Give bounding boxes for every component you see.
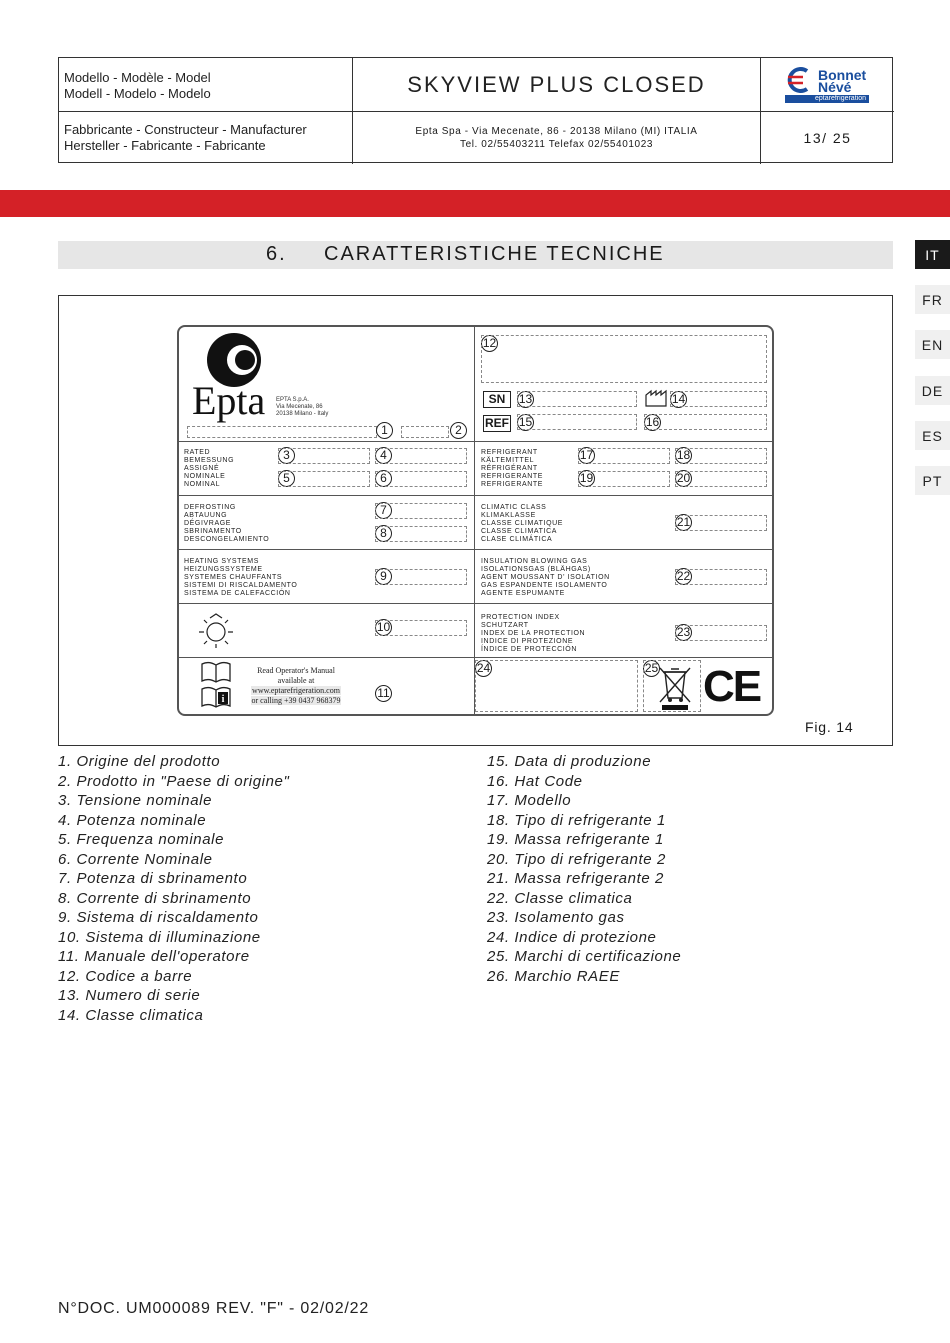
marker-9: 9 xyxy=(375,568,392,585)
marker-4: 4 xyxy=(375,447,392,464)
epta-address xyxy=(276,397,328,418)
manual-notice xyxy=(241,666,351,706)
manufacturer-label-cell xyxy=(59,112,353,164)
list-item: 14. Classe climatica xyxy=(58,1006,204,1024)
manual-line-2: available at xyxy=(277,676,315,685)
list-item: 22. Classe climatica xyxy=(487,889,633,907)
model-label-cell xyxy=(59,58,353,112)
list-item: 4. Potenza nominale xyxy=(58,811,207,829)
heating-label: SYSTEMES CHAUFFANTS xyxy=(184,574,283,581)
list-item: 24. Indice di protezione xyxy=(487,928,657,946)
page-number-cell xyxy=(761,112,894,164)
insulation-label: AGENTE ESPUMANTE xyxy=(481,590,565,597)
list-item: 9. Sistema di riscaldamento xyxy=(58,909,259,926)
defrost-labels xyxy=(184,504,269,544)
rated-labels xyxy=(184,449,234,489)
plate-divider xyxy=(179,657,772,658)
document-footer: N°DOC. UM000089 REV. "F" - 02/02/22 xyxy=(58,1300,370,1317)
marker-22: 22 xyxy=(676,569,691,583)
origin-field xyxy=(187,426,377,438)
ref-tag: REF xyxy=(485,416,509,430)
climatic-label: CLASSE CLIMATIQUE xyxy=(481,520,564,527)
country-field xyxy=(401,426,449,438)
list-item: 6. Corrente Nominale xyxy=(58,850,213,868)
refrigerant-mass-2-field xyxy=(675,471,767,487)
heating-label: SISTEMI DI RISCALDAMENTO xyxy=(184,582,298,589)
climatic-labels xyxy=(481,504,563,544)
protection-index-field xyxy=(675,625,767,641)
ce-mark: CE xyxy=(703,662,761,711)
marker-10: 10 xyxy=(376,620,391,634)
insulation-label: GAS ESPANDENTE ISOLAMENTO xyxy=(481,582,608,589)
heating-label: HEATING SYSTEMS xyxy=(184,558,259,565)
production-date-field xyxy=(670,391,767,407)
lang-tab-it[interactable]: IT xyxy=(915,240,950,269)
refrigerant-label: REFRIGERANT xyxy=(481,449,538,456)
rated-label: RATED xyxy=(184,449,211,456)
list-item: 26. Marchio RAEE xyxy=(487,967,620,985)
refrigerant-label: REFRIGERANTE xyxy=(481,473,544,480)
rated-label: BEMESSUNG xyxy=(184,457,235,464)
epta-address-line: EPTA S.p.A. xyxy=(276,397,309,403)
protection-label: INDICE DI PROTEZIONE xyxy=(481,638,574,645)
light-bulb-icon xyxy=(197,611,235,649)
marker-1: 1 xyxy=(376,422,393,439)
logo-line-1: Bonnet xyxy=(818,67,867,83)
protection-labels xyxy=(481,614,585,654)
marker-3: 3 xyxy=(278,447,295,464)
heating-labels xyxy=(184,558,297,598)
marker-6: 6 xyxy=(375,470,392,487)
marker-25: 25 xyxy=(644,661,659,675)
refrigerant-label: KÄLTEMITTEL xyxy=(481,457,535,464)
lang-tab-de[interactable]: DE xyxy=(915,376,950,405)
section-title: CARATTERISTICHE TECNICHE xyxy=(324,243,665,265)
logo-tagline: eptarefrigeration xyxy=(785,95,869,103)
ref-field xyxy=(517,414,637,430)
insulation-label: INSULATION BLOWING GAS xyxy=(481,558,588,565)
climatic-label: KLIMAKLASSE xyxy=(481,512,536,519)
marker-23: 23 xyxy=(676,625,691,639)
epta-address-line: 20138 Milano - Italy xyxy=(276,411,329,417)
lang-tab-fr[interactable]: FR xyxy=(915,285,950,314)
marker-24: 24 xyxy=(476,661,491,675)
marker-11: 11 xyxy=(375,685,392,702)
svg-text:i: i xyxy=(221,694,225,705)
voltage-field xyxy=(278,448,370,464)
list-item: 13. Numero di serie xyxy=(58,987,201,1004)
heating-system-field xyxy=(375,569,467,585)
marker-13: 13 xyxy=(518,392,533,406)
document-header xyxy=(58,57,893,163)
marker-7: 7 xyxy=(375,502,392,519)
defrost-label: DEFROSTING xyxy=(184,504,236,511)
serial-field xyxy=(517,391,637,407)
marker-14: 14 xyxy=(671,392,686,406)
info-book-icon xyxy=(201,686,231,708)
plate-center-divider xyxy=(474,327,475,714)
frequency-field xyxy=(278,471,370,487)
marker-19: 19 xyxy=(579,471,594,485)
barcode-field xyxy=(481,335,767,383)
logo-line-2: Névé xyxy=(818,79,852,95)
bonnet-neve-logo xyxy=(785,66,871,106)
factory-icon xyxy=(645,389,667,407)
refrigerant-label: REFRIGERANTE xyxy=(481,481,544,488)
legend-right xyxy=(487,752,681,986)
marker-20: 20 xyxy=(676,471,691,485)
list-item: 17. Modello xyxy=(487,792,572,809)
model-name: SKYVIEW PLUS CLOSED xyxy=(407,71,706,97)
model-label-line-2: Modell - Modelo - Modelo xyxy=(64,86,211,101)
list-item: 7. Potenza di sbrinamento xyxy=(58,870,248,887)
list-item: 12. Codice a barre xyxy=(58,967,193,985)
list-item: 2. Prodotto in "Paese di origine" xyxy=(58,772,290,790)
manufacturer-phone: Tel. 02/55403211 Telefax 02/55401023 xyxy=(459,139,654,150)
refrigerant-mass-1-field xyxy=(675,448,767,464)
rating-plate xyxy=(177,325,774,716)
marker-18: 18 xyxy=(676,448,691,462)
list-item: 3. Tensione nominale xyxy=(58,792,213,809)
marker-8: 8 xyxy=(375,525,392,542)
model-name-cell xyxy=(353,58,761,112)
climatic-class-field xyxy=(675,515,767,531)
list-item: 11. Manuale dell'operatore xyxy=(58,948,250,965)
power-field xyxy=(375,448,467,464)
defrost-label: DESCONGELAMIENTO xyxy=(184,536,270,543)
rated-label: ASSIGNÉ xyxy=(184,465,220,472)
list-item: 15. Data di produzione xyxy=(487,753,652,770)
marker-2: 2 xyxy=(450,422,467,439)
plate-divider xyxy=(179,549,772,550)
list-item: 25. Marchi di certificazione xyxy=(487,948,682,965)
section-number: 6. xyxy=(266,243,287,265)
list-item: 1. Origine del prodotto xyxy=(58,753,221,770)
list-item: 18. Tipo di refrigerante 1 xyxy=(487,811,666,829)
list-item: 8. Corrente di sbrinamento xyxy=(58,889,252,907)
epta-address-line: Via Mecenate, 86 xyxy=(276,404,323,410)
legend-left xyxy=(58,752,289,1025)
euro-swirl-icon xyxy=(785,66,815,94)
plate-divider xyxy=(179,603,772,604)
marker-5: 5 xyxy=(278,470,295,487)
insulation-label: AGENT MOUSSANT D' ISOLATION xyxy=(481,574,610,581)
manual-website: www.eptarefrigeration.com xyxy=(252,686,340,695)
lang-tab-en[interactable]: EN xyxy=(915,330,950,359)
heating-label: HEIZUNGSSYSTEME xyxy=(184,566,263,573)
sn-tag: SN xyxy=(483,391,511,408)
protection-label: ÍNDICE DE PROTECCIÓN xyxy=(481,646,578,653)
manufacturer-label-line-1: Fabbricante - Constructeur - Manufacturer xyxy=(64,122,307,137)
plate-divider xyxy=(179,495,772,496)
refrigerant-label: RÉFRIGÉRANT xyxy=(481,465,538,472)
marker-12: 12 xyxy=(482,336,497,350)
lang-tab-es[interactable]: ES xyxy=(915,421,950,450)
list-item: 19. Massa refrigerante 1 xyxy=(487,831,664,848)
protection-label: SCHUTZART xyxy=(481,622,529,629)
current-field xyxy=(375,471,467,487)
defrost-current-field xyxy=(375,526,467,542)
list-item: 20. Tipo di refrigerante 2 xyxy=(487,850,666,868)
refrigerant-labels xyxy=(481,449,543,489)
defrost-power-field xyxy=(375,503,467,519)
manufacturer-info-cell xyxy=(353,112,761,164)
list-item: 21. Massa refrigerante 2 xyxy=(487,870,664,887)
weee-bin-icon xyxy=(655,664,695,712)
heating-label: SISTEMA DE CALEFACCIÓN xyxy=(184,590,291,597)
manual-line-1: Read Operator's Manual xyxy=(257,666,335,675)
list-item: 10. Sistema di illuminazione xyxy=(58,928,261,946)
climatic-label: CLASE CLIMÁTICA xyxy=(481,536,553,543)
protection-label: PROTECTION INDEX xyxy=(481,614,560,621)
epta-wordmark: Epta xyxy=(192,378,266,423)
brand-logo-cell xyxy=(761,58,894,112)
plate-divider xyxy=(179,441,772,442)
insulation-gas-field xyxy=(675,569,767,585)
defrost-label: SBRINAMENTO xyxy=(184,528,242,535)
climatic-label: CLASSE CLIMATICA xyxy=(481,528,557,535)
marker-17: 17 xyxy=(579,448,594,462)
insulation-label: ISOLATIONSGAS (BLÄHGAS) xyxy=(481,566,591,573)
manufacturer-address: Epta Spa - Via Mecenate, 86 - 20138 Milano (MI) ITALIA xyxy=(415,126,698,137)
model-label-line-1: Modello - Modèle - Model xyxy=(64,70,211,85)
book-icon xyxy=(201,661,231,683)
list-item: 5. Frequenza nominale xyxy=(58,831,225,848)
page-number: 13/ 25 xyxy=(803,130,852,146)
defrost-label: ABTAUUNG xyxy=(184,512,228,519)
marker-21: 21 xyxy=(676,515,691,529)
insulation-labels xyxy=(481,558,610,598)
hat-code-field xyxy=(644,414,767,430)
refrigerant-type-1-field xyxy=(578,448,670,464)
rated-label: NOMINALE xyxy=(184,473,226,480)
climatic-label: CLIMATIC CLASS xyxy=(481,504,547,511)
marker-15: 15 xyxy=(518,415,533,429)
section-title-bar xyxy=(58,241,893,269)
list-item: 23. Isolamento gas xyxy=(487,909,625,926)
refrigerant-type-2-field xyxy=(578,471,670,487)
defrost-label: DÉGIVRAGE xyxy=(184,520,232,527)
manufacturer-label-line-2: Hersteller - Fabricante - Fabricante xyxy=(64,138,266,153)
manual-phone: or calling +39 0437 968379 xyxy=(251,696,341,705)
marker-16: 16 xyxy=(645,415,660,429)
list-item: 16. Hat Code xyxy=(487,772,583,790)
certification-marks-field xyxy=(475,660,638,712)
rated-label: NOMINAL xyxy=(184,481,221,488)
figure-caption: Fig. 14 xyxy=(805,719,854,735)
protection-label: INDEX DE LA PROTECTION xyxy=(481,630,586,637)
lang-tab-pt[interactable]: PT xyxy=(915,466,950,495)
lighting-system-field xyxy=(375,620,467,636)
red-divider-band xyxy=(0,190,950,217)
